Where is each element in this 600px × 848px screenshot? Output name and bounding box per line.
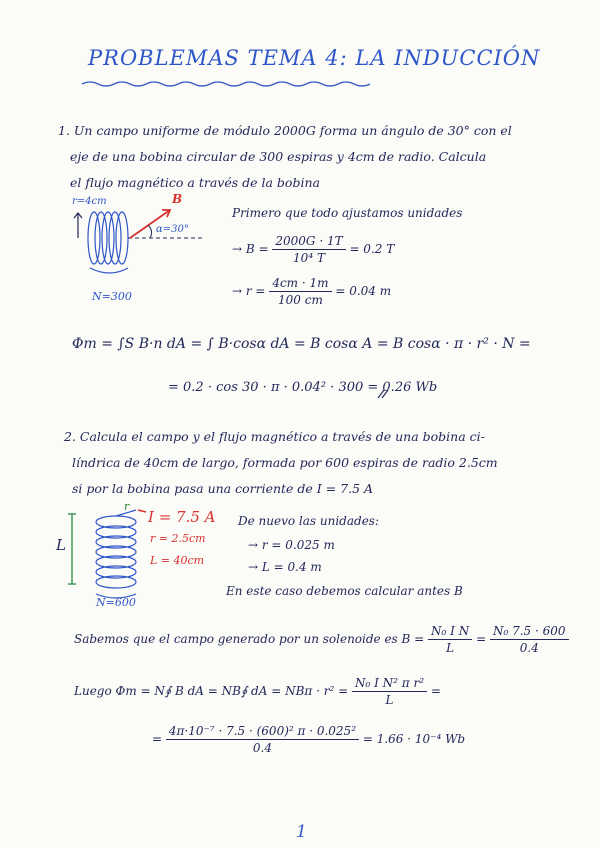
b-lhs: B =	[245, 242, 269, 256]
luego-fraction	[352, 676, 427, 707]
solenoid-fraction-2	[490, 624, 569, 655]
r-lhs: r =	[245, 284, 266, 298]
solenoid-fraction-1	[428, 624, 472, 655]
problem-1-line-1: 1. Un campo uniforme de módulo 2000G forma un ángulo de 30° con el	[58, 123, 512, 138]
luego-den: L	[385, 693, 394, 707]
problem-2-line-1: 2. Calcula el campo y el flujo magnético a través de una bobina ci-	[64, 429, 485, 444]
final-eq1: =	[152, 732, 163, 746]
fig1-n-label: N=300	[92, 290, 132, 303]
luego-num: N₀ I N² π r²	[352, 676, 427, 692]
sol-eq: =	[476, 632, 487, 646]
fig2-r-label: r	[124, 500, 130, 513]
units-intro-2: De nuevo las unidades:	[238, 514, 379, 528]
r-den: 100 cm	[278, 293, 323, 307]
fig1-b-label: B	[172, 192, 183, 206]
b-fraction	[272, 234, 345, 265]
luego-tail: =	[430, 684, 441, 698]
fig1-angle-label: α=30°	[156, 224, 189, 235]
page-title: PROBLEMAS TEMA 4: LA INDUCCIÓN	[88, 46, 541, 70]
current-arrow	[138, 510, 146, 512]
solenoid-equation	[74, 624, 569, 655]
flux-result-1: = 0.2 · cos 30 · π · 0.04² · 300 = 0.26 Wb	[168, 380, 438, 395]
luego-text: Luego Φm = N∮ B dA = NB∮ dA = NBπ · r² =	[74, 684, 349, 698]
problem-2-line-2: líndrica de 40cm de largo, formada por 600 espiras de radio 2.5cm	[72, 455, 498, 470]
sol-num2: N₀ 7.5 · 600	[490, 624, 569, 640]
coil-1	[88, 212, 128, 273]
fig2-radius-label: r = 2.5cm	[150, 532, 206, 545]
r-num: 4cm · 1m	[269, 276, 331, 292]
case-text: En este caso debemos calcular antes B	[226, 584, 463, 598]
final-fraction	[166, 724, 359, 755]
sol-den: L	[446, 641, 455, 655]
title-underline	[82, 82, 370, 86]
fig2-L-label: L	[56, 536, 66, 554]
final-num: 4π·10⁻⁷ · 7.5 · (600)² π · 0.025²	[166, 724, 359, 740]
final-result: = 1.66 · 10⁻⁴ Wb	[362, 732, 466, 746]
b-num: 2000G · 1T	[272, 234, 345, 250]
units-intro-1: Primero que todo ajustamos unidades	[232, 206, 463, 220]
problem-2-line-3: si por la bobina pasa una corriente de I = 7.5 A	[72, 481, 374, 496]
coil-2	[96, 516, 136, 598]
fig2-current-label: I = 7.5 A	[148, 508, 216, 526]
fig1-radius-label: r=4cm	[72, 196, 107, 207]
b-den: 10⁴ T	[293, 251, 325, 265]
problem-1-line-2: eje de una bobina circular de 300 espiras y 4cm de radio. Calcula	[70, 149, 487, 164]
r-fraction	[269, 276, 331, 307]
unit-l: → L = 0.4 m	[248, 560, 322, 574]
final-equation	[152, 724, 465, 755]
final-den: 0.4	[252, 741, 272, 755]
r-result: = 0.04 m	[335, 284, 392, 298]
r-conversion: → r = $\frac{4cm \cdot 1m}{100 cm}$ = 0.04 m	[232, 276, 392, 307]
luego-equation	[74, 676, 441, 707]
b-conversion: → B = $\frac{2000G \cdot 1T}{\text{10⁴ T}}$ = 0.2 T	[232, 234, 395, 265]
flux-equation-1: Φm = ∫S B·n dA = ∫ B·cosα dA = B cosα A = B cosα · π · r² · N =	[72, 336, 531, 352]
page-number: 1	[296, 822, 307, 842]
angle-arc	[148, 225, 152, 238]
fig2-n-label: N=600	[96, 596, 136, 609]
b-result: = 0.2 T	[349, 242, 395, 256]
fig2-length-label: L = 40cm	[150, 554, 205, 567]
sol-den2: 0.4	[519, 641, 539, 655]
solenoid-text: Sabemos que el campo generado por un solenoide es B =	[74, 632, 425, 646]
unit-r: → r = 0.025 m	[248, 538, 335, 552]
problem-1-line-3: el flujo magnético a través de la bobina	[70, 175, 320, 190]
sol-num: N₀ I N	[428, 624, 472, 640]
